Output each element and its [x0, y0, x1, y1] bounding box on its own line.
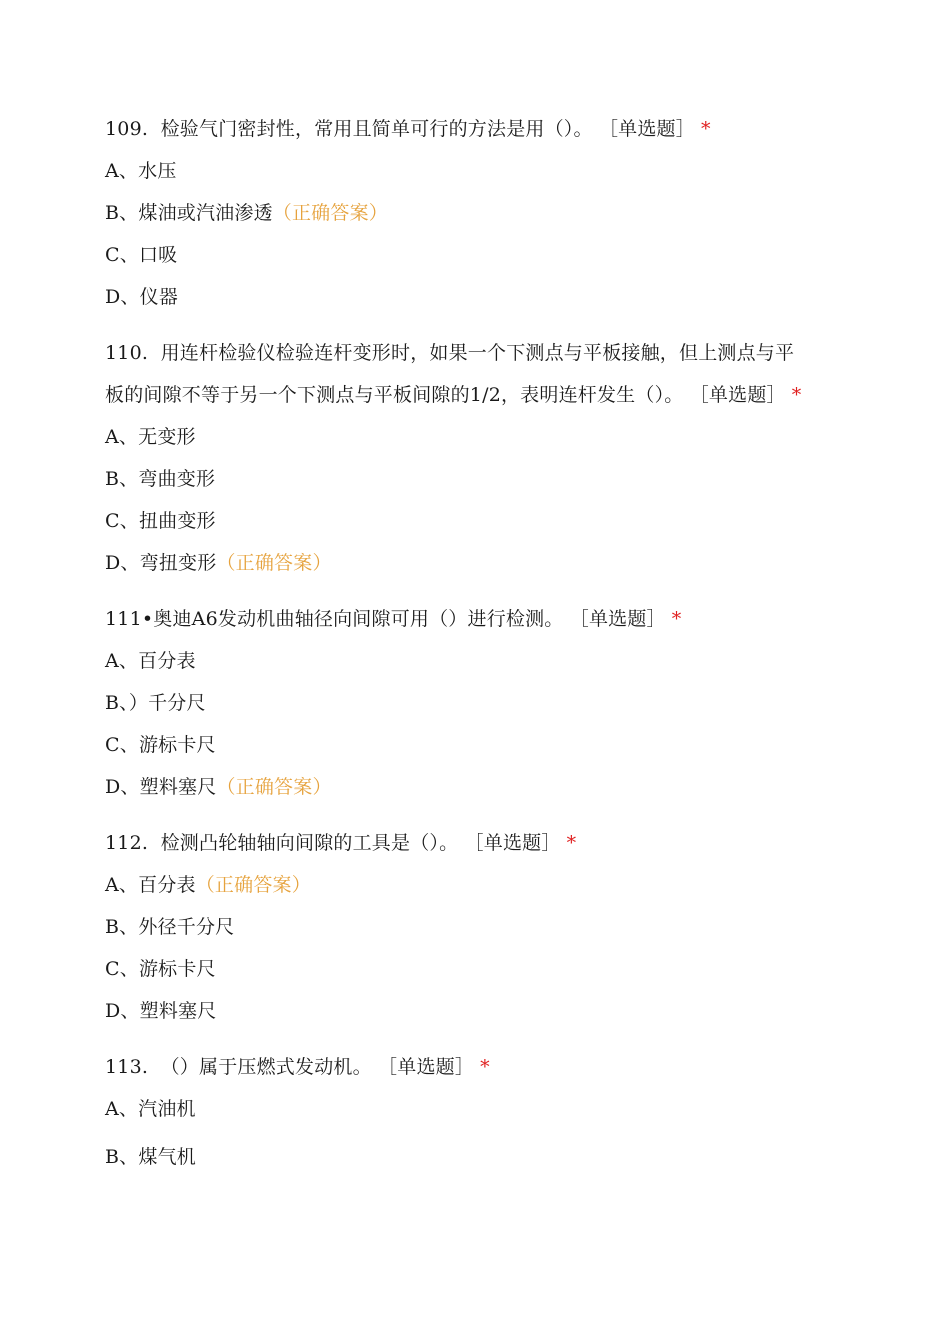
required-mark: * — [566, 832, 577, 854]
option-a — [105, 1088, 845, 1130]
question-text — [105, 598, 845, 640]
question-type: ［单选题］ — [464, 832, 561, 854]
question-list — [105, 108, 845, 1178]
option-label: B、煤油或汽油渗透 — [105, 202, 273, 224]
question-type: ［单选题］ — [689, 384, 786, 406]
option-label: B、外径千分尺 — [105, 916, 235, 938]
option-c — [105, 948, 845, 990]
question-113 — [105, 1046, 845, 1178]
option-a — [105, 150, 845, 192]
option-b — [105, 192, 845, 234]
required-mark: * — [791, 384, 802, 406]
question-body-line2: 板的间隙不等于另一个下测点与平板间隙的1/2，表明连杆发生（）。 — [105, 384, 684, 406]
question-109 — [105, 108, 845, 318]
question-type: ［单选题］ — [569, 608, 666, 630]
option-label: B、）千分尺 — [105, 692, 206, 714]
correct-answer-tag: （正确答案） — [216, 552, 332, 574]
option-label: C、游标卡尺 — [105, 734, 216, 756]
correct-answer-tag: （正确答案） — [272, 202, 388, 224]
question-body: 检验气门密封性，常用且简单可行的方法是用（）。 — [160, 118, 593, 140]
question-text — [105, 1046, 845, 1088]
option-label: D、塑料塞尺 — [105, 776, 217, 798]
option-label: C、口吸 — [105, 244, 178, 266]
question-type: ［单选题］ — [598, 118, 695, 140]
option-c — [105, 724, 845, 766]
correct-answer-tag: （正确答案） — [195, 874, 311, 896]
question-number: 111• — [105, 608, 154, 630]
required-mark: * — [671, 608, 682, 630]
option-label: A、汽油机 — [105, 1098, 196, 1120]
question-body: 检测凸轮轴轴向间隙的工具是（）。 — [160, 832, 459, 854]
question-body: （）属于压燃式发动机。 — [160, 1056, 372, 1078]
option-label: D、弯扭变形 — [105, 552, 217, 574]
option-c — [105, 500, 845, 542]
option-c — [105, 234, 845, 276]
option-label: B、弯曲变形 — [105, 468, 216, 490]
option-d — [105, 766, 845, 808]
correct-answer-tag: （正确答案） — [216, 776, 332, 798]
question-type: ［单选题］ — [378, 1056, 475, 1078]
option-b — [105, 1136, 845, 1178]
option-label: D、仪器 — [105, 286, 179, 308]
question-112 — [105, 822, 845, 1032]
question-text — [105, 108, 845, 150]
option-label: C、扭曲变形 — [105, 510, 216, 532]
question-number: 112. — [105, 832, 149, 854]
question-110 — [105, 332, 845, 584]
option-b — [105, 682, 845, 724]
option-d — [105, 542, 845, 584]
required-mark: * — [480, 1056, 490, 1078]
required-mark: * — [700, 118, 711, 140]
question-text — [105, 332, 845, 374]
option-label: A、无变形 — [105, 426, 196, 448]
question-number: 113. — [105, 1056, 149, 1078]
option-label: A、百分表 — [105, 874, 196, 896]
option-label: B、煤气机 — [105, 1146, 196, 1168]
option-a — [105, 864, 845, 906]
question-text — [105, 822, 845, 864]
question-111 — [105, 598, 845, 808]
question-text-continued — [105, 374, 845, 416]
option-a — [105, 416, 845, 458]
question-body: 奥迪A6发动机曲轴径向间隙可用（）进行检测。 — [153, 608, 564, 630]
option-label: A、水压 — [105, 160, 177, 182]
question-number: 110. — [105, 342, 149, 364]
question-body-line1: 用连杆检验仪检验连杆变形时，如果一个下测点与平板接触，但上测点与平 — [160, 342, 795, 364]
option-a — [105, 640, 845, 682]
option-b — [105, 906, 845, 948]
option-d — [105, 990, 845, 1032]
option-label: D、塑料塞尺 — [105, 1000, 217, 1022]
option-b — [105, 458, 845, 500]
option-label: C、游标卡尺 — [105, 958, 216, 980]
option-d — [105, 276, 845, 318]
option-label: A、百分表 — [105, 650, 196, 672]
question-number: 109. — [105, 118, 149, 140]
